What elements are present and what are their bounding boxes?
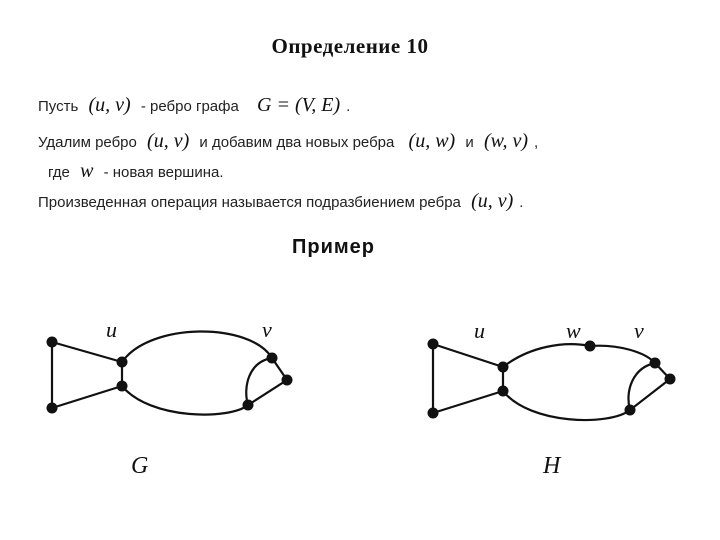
- vertex-label-u: u: [474, 318, 485, 343]
- edge: [628, 363, 655, 410]
- vertex-label-u: u: [106, 317, 117, 342]
- def-text: где: [48, 164, 70, 181]
- edge-uv-formula: (u, v): [147, 130, 190, 152]
- edge: [52, 342, 122, 362]
- edge-wv-formula: (w, v): [483, 130, 529, 152]
- edge: [52, 386, 122, 408]
- definition-title: Определение 10: [271, 34, 429, 58]
- graph-label-h: H: [543, 453, 561, 479]
- vertex: [428, 339, 439, 350]
- edge: [433, 391, 503, 413]
- def-text: - новая вершина.: [103, 164, 224, 181]
- vertex: [498, 386, 509, 397]
- def-text: и добавим два новых ребра: [199, 134, 395, 151]
- edge-uv: [122, 331, 272, 362]
- edge: [248, 380, 287, 405]
- vertex: [243, 400, 254, 411]
- def-text: и: [465, 134, 474, 151]
- def-text: .: [346, 98, 351, 115]
- edge-uw: [503, 344, 590, 367]
- edge-uw-formula: (u, w): [408, 130, 456, 152]
- graph-formula: G = (V, E): [257, 94, 341, 116]
- def-text: Пусть: [38, 98, 79, 115]
- vertex-u: [498, 362, 509, 373]
- vertex-label-v: v: [634, 318, 644, 343]
- edge-uv-formula: (u, v): [88, 94, 131, 116]
- def-text: ,: [534, 134, 539, 151]
- vertex-u: [117, 357, 128, 368]
- edge-wv: [590, 346, 655, 363]
- vertex: [665, 374, 676, 385]
- graph-label-g: G: [131, 453, 149, 479]
- edge-uv-formula: (u, v): [471, 190, 514, 212]
- def-text: Произведенная операция называется подразбиением ребра: [38, 194, 461, 211]
- vertex: [282, 375, 293, 386]
- example-heading: Пример: [292, 236, 376, 258]
- vertex: [625, 405, 636, 416]
- vertex: [47, 337, 58, 348]
- vertex: [47, 403, 58, 414]
- vertex-w: [585, 341, 596, 352]
- graph-g-vertices: [47, 337, 293, 414]
- def-text: - ребро графа: [140, 98, 239, 115]
- def-text: Удалим ребро: [38, 134, 137, 151]
- new-vertex-formula: w: [80, 160, 94, 182]
- vertex: [117, 381, 128, 392]
- vertex-label-w: w: [566, 318, 581, 343]
- def-text: .: [519, 194, 524, 211]
- edge: [503, 391, 630, 420]
- edge: [122, 386, 248, 415]
- vertex: [428, 408, 439, 419]
- vertex-v: [267, 353, 278, 364]
- graph-h-vertices: [428, 339, 676, 419]
- vertex-label-v: v: [262, 317, 272, 342]
- vertex-v: [650, 358, 661, 369]
- edge: [433, 344, 503, 367]
- edge: [630, 379, 670, 410]
